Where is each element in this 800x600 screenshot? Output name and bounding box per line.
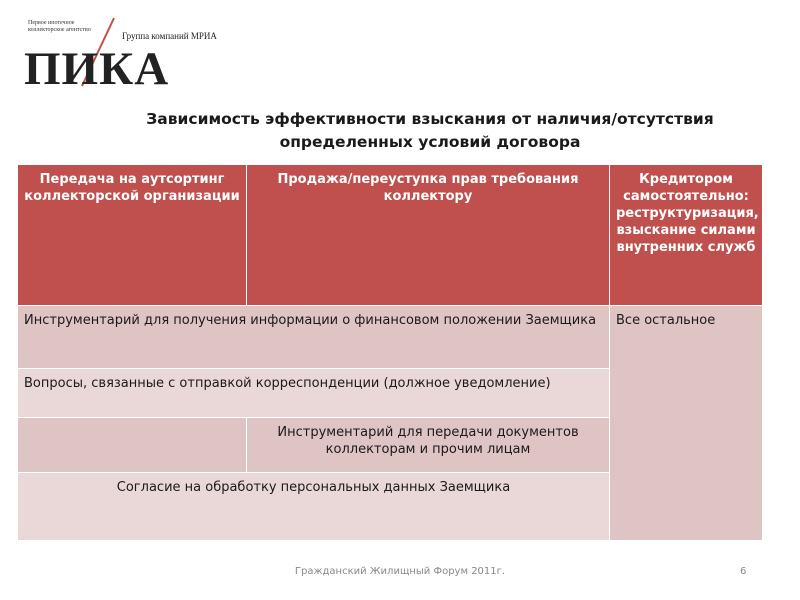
table-row: Вопросы, связанные с отправкой корреспонденции (должное уведомление)	[18, 369, 609, 417]
table-empty-cell	[18, 418, 246, 472]
page-number: 6	[740, 566, 747, 577]
logo-group-name: Группа компаний МРИА	[122, 31, 217, 41]
slide-title: Зависимость эффективности взыскания от наличия/отсутствия определенных условий договора	[146, 110, 714, 151]
header-outsourcing: Передача на аутсортинг коллекторской организации	[18, 165, 246, 305]
header-self: Кредитором самостоятельно: реструктуризация, взыскание силами внутренних служб	[610, 165, 762, 305]
table-row: Инструментарий для передачи документов коллекторам и прочим лицам	[247, 418, 609, 472]
logo-subtitle: Первое ипотечное коллекторское агентство	[28, 20, 91, 33]
logo-wordmark: ПИКА	[24, 43, 170, 95]
side-cell: Все остальное	[610, 306, 762, 540]
footer-text: Гражданский Жилищный Форум 2011г.	[294, 566, 506, 577]
table-row: Инструментарий для получения информации о финансовом положении Заемщика	[18, 306, 609, 368]
header-sale: Продажа/переуступка прав требования коллектору	[247, 165, 609, 305]
company-logo	[22, 14, 282, 94]
table-row: Согласие на обработку персональных данных Заемщика	[18, 473, 609, 540]
